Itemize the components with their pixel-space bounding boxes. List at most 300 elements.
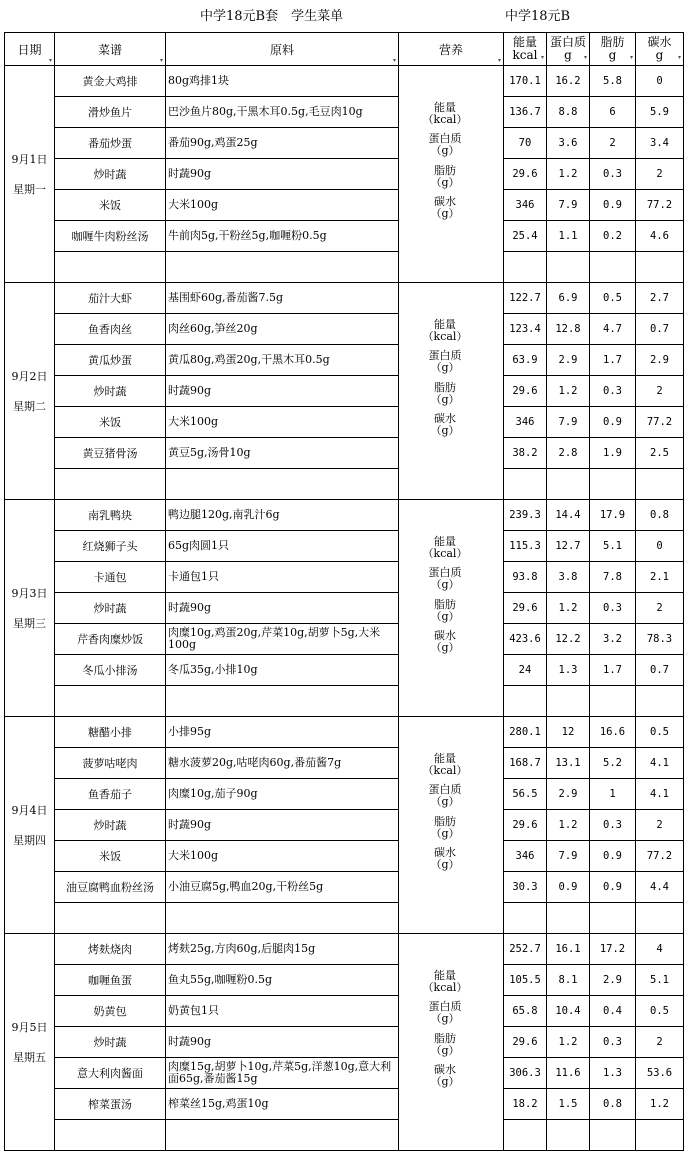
table-row [5,748,684,779]
dish-protein: 1.2 [547,810,590,841]
dish-ingredients: 番茄90g,鸡蛋25g [166,128,399,159]
header-carb[interactable]: 碳水 g ▾ [636,33,684,66]
nutrient-total-fat [495,171,504,183]
empty-cell [504,903,547,934]
dish-fat: 17.9 [590,500,636,531]
dish-protein: 2.8 [547,438,590,469]
table-row [5,376,684,407]
dish-protein: 8.8 [547,97,590,128]
dish-carb: 4.1 [636,748,684,779]
date-label: 9月3日 [11,587,48,600]
dish-carb: 0.8 [636,500,684,531]
dish-protein: 1.2 [547,593,590,624]
dish-energy: 346 [504,407,547,438]
nutrient-name: 蛋白质 [428,783,462,796]
dish-carb: 2 [636,159,684,190]
nutrient-unit: （g） [430,393,460,406]
dish-ingredients: 冬瓜35g,小排10g [166,655,399,686]
dish-ingredients: 65g肉圆1只 [166,531,399,562]
dish-ingredients: 大米100g [166,841,399,872]
blank-row [5,252,684,283]
nutrient-unit: （g） [430,144,460,157]
dish-energy: 18.2 [504,1089,547,1120]
dish-name: 咖喱牛肉粉丝汤 [55,221,166,252]
dish-ingredients: 黄豆5g,汤骨10g [166,438,399,469]
dish-protein: 12.7 [547,531,590,562]
dish-protein: 10.4 [547,996,590,1027]
dish-fat: 0.3 [590,376,636,407]
dish-name: 炒时蔬 [55,593,166,624]
menu-title-right: 中学18元B [505,9,571,24]
dish-name: 榨菜蛋汤 [55,1089,166,1120]
nutrient-total-carb [495,419,504,431]
dish-ingredients: 鱼丸55g,咖喱粉0.5g [166,965,399,996]
nutrient-unit: （g） [430,1044,460,1057]
dish-protein: 14.4 [547,500,590,531]
nutrient-unit: （g） [430,176,460,189]
table-row [5,531,684,562]
table-row [5,593,684,624]
empty-cell [504,1120,547,1151]
nutrient-total-energy [495,759,504,771]
empty-cell [55,903,166,934]
weekday-label: 星期四 [13,834,46,847]
dish-energy: 29.6 [504,159,547,190]
nutrient-label-carb [399,630,491,654]
empty-cell [636,252,684,283]
nutrient-total-carb [495,636,504,648]
empty-cell [590,903,636,934]
date-label: 9月5日 [11,1021,48,1034]
nutrient-total-protein [495,573,504,585]
dish-energy: 65.8 [504,996,547,1027]
nutrient-unit: （g） [430,610,460,623]
nutrient-total-energy [495,542,504,554]
dish-protein: 3.8 [547,562,590,593]
dish-energy: 24 [504,655,547,686]
dish-name: 茄汁大虾 [55,283,166,314]
blank-row [5,686,684,717]
nutrient-total-protein [495,139,504,151]
dish-ingredients: 大米100g [166,407,399,438]
dish-carb: 2.9 [636,345,684,376]
dish-fat: 5.8 [590,66,636,97]
nutrition-summary [399,283,504,500]
nutrient-total-protein [495,356,504,368]
empty-cell [590,686,636,717]
nutrient-unit: （g） [430,207,460,220]
table-row [5,438,684,469]
dish-energy: 123.4 [504,314,547,345]
dish-name: 炒时蔬 [55,1027,166,1058]
nutrient-label-protein [399,784,491,808]
dish-name: 滑炒鱼片 [55,97,166,128]
dish-carb: 53.6 [636,1058,684,1089]
table-row [5,779,684,810]
table-row [5,841,684,872]
dish-ingredients: 时蔬90g [166,376,399,407]
nutrient-name: 碳水 [434,846,456,859]
dish-protein: 16.1 [547,934,590,965]
table-row [5,159,684,190]
dish-energy: 29.6 [504,376,547,407]
dish-fat: 4.7 [590,314,636,345]
dish-ingredients: 奶黄包1只 [166,996,399,1027]
dish-energy: 93.8 [504,562,547,593]
dish-name: 黄豆猪骨汤 [55,438,166,469]
dish-name: 菠萝咕咾肉 [55,748,166,779]
nutrient-unit: （g） [430,1012,460,1025]
dish-ingredients: 黄瓜80g,鸡蛋20g,干黑木耳0.5g [166,345,399,376]
dish-energy: 346 [504,841,547,872]
nutrient-label-energy [399,536,491,560]
date-cell [5,717,55,934]
empty-cell [547,1120,590,1151]
header-nutrition[interactable]: 营养 ▾ [399,33,504,66]
nutrient-name: 蛋白质 [428,566,462,579]
dish-ingredients: 肉糜10g,鸡蛋20g,芹菜10g,胡萝卜5g,大米100g [166,624,399,655]
nutrition-summary [399,500,504,717]
menu-table [4,32,684,1151]
menu-title: 中学18元B套 学生菜单 [200,9,344,24]
dish-name: 芹香肉糜炒饭 [55,624,166,655]
dish-fat: 0.8 [590,1089,636,1120]
empty-cell [166,903,399,934]
dish-protein: 1.5 [547,1089,590,1120]
header-fat[interactable]: 脂肪 g ▾ [590,33,636,66]
dish-fat: 2.9 [590,965,636,996]
nutrient-total-carb [495,1070,504,1082]
nutrient-unit: （g） [430,827,460,840]
dish-carb: 77.2 [636,407,684,438]
nutrient-label-fat [399,382,491,406]
dish-fat: 5.1 [590,531,636,562]
dish-energy: 346 [504,190,547,221]
dish-fat: 0.2 [590,221,636,252]
dish-carb: 0 [636,531,684,562]
nutrient-total-fat [495,605,504,617]
table-row [5,996,684,1027]
dish-carb: 0.7 [636,314,684,345]
dish-fat: 0.9 [590,841,636,872]
nutrient-label-energy [399,319,491,343]
dish-name: 米饭 [55,841,166,872]
nutrient-label-fat [399,1033,491,1057]
dish-name: 米饭 [55,407,166,438]
dish-name: 糖醋小排 [55,717,166,748]
dish-name: 炒时蔬 [55,376,166,407]
date-label: 9月2日 [11,370,48,383]
nutrient-label-fat [399,816,491,840]
dish-carb: 4.1 [636,779,684,810]
nutrient-name: 脂肪 [434,815,456,828]
empty-cell [636,903,684,934]
dish-carb: 4.6 [636,221,684,252]
table-row [5,128,684,159]
nutrient-name: 脂肪 [434,164,456,177]
dish-carb: 0.5 [636,717,684,748]
table-row [5,407,684,438]
header-date[interactable]: 日期 ▾ [5,33,55,66]
nutrient-name: 能量 [434,752,456,765]
dish-ingredients: 小油豆腐5g,鸭血20g,干粉丝5g [166,872,399,903]
empty-cell [547,252,590,283]
weekday-label: 星期二 [13,400,46,413]
dish-fat: 0.3 [590,593,636,624]
nutrient-name: 碳水 [434,195,456,208]
nutrient-name: 碳水 [434,629,456,642]
dish-energy: 63.9 [504,345,547,376]
date-label: 9月1日 [11,153,48,166]
dish-fat: 1.3 [590,1058,636,1089]
dish-fat: 6 [590,97,636,128]
dish-energy: 252.7 [504,934,547,965]
dish-fat: 7.8 [590,562,636,593]
empty-cell [166,1120,399,1151]
table-row [5,1058,684,1089]
table-row [5,500,684,531]
nutrient-total-fat [495,1039,504,1051]
dish-protein: 16.2 [547,66,590,97]
empty-cell [547,686,590,717]
nutrient-label-protein [399,1001,491,1025]
dish-name: 红烧狮子头 [55,531,166,562]
dish-fat: 1.7 [590,345,636,376]
nutrient-name: 能量 [434,318,456,331]
dish-ingredients: 小排95g [166,717,399,748]
empty-cell [590,252,636,283]
dish-energy: 168.7 [504,748,547,779]
dish-energy: 136.7 [504,97,547,128]
dish-protein: 7.9 [547,841,590,872]
nutrient-unit: （g） [430,578,460,591]
dish-protein: 2.9 [547,779,590,810]
dish-name: 意大利肉酱面 [55,1058,166,1089]
dish-name: 黄金大鸡排 [55,66,166,97]
nutrient-label-protein [399,350,491,374]
table-row [5,1027,684,1058]
dish-fat: 1.9 [590,438,636,469]
dish-ingredients: 80g鸡排1块 [166,66,399,97]
dish-carb: 4 [636,934,684,965]
dish-protein: 0.9 [547,872,590,903]
dish-fat: 16.6 [590,717,636,748]
nutrient-unit: （g） [430,361,460,374]
table-row [5,190,684,221]
empty-cell [55,252,166,283]
nutrient-name: 能量 [434,535,456,548]
nutrient-label-carb [399,413,491,437]
dish-ingredients: 大米100g [166,190,399,221]
dish-name: 油豆腐鸭血粉丝汤 [55,872,166,903]
empty-cell [636,1120,684,1151]
dish-energy: 239.3 [504,500,547,531]
dish-name: 炒时蔬 [55,810,166,841]
dish-carb: 2 [636,810,684,841]
dish-fat: 3.2 [590,624,636,655]
date-cell [5,500,55,717]
nutrient-label-energy [399,753,491,777]
empty-cell [166,252,399,283]
weekday-label: 星期三 [13,617,46,630]
dish-carb: 4.4 [636,872,684,903]
dish-name: 卡通包 [55,562,166,593]
nutrient-name: 能量 [434,101,456,114]
dish-carb: 5.9 [636,97,684,128]
weekday-label: 星期五 [13,1051,46,1064]
dish-energy: 29.6 [504,593,547,624]
nutrient-name: 碳水 [434,412,456,425]
nutrient-total-fat [495,822,504,834]
nutrition-summary [399,66,504,283]
date-cell [5,283,55,500]
nutrient-label-fat [399,165,491,189]
dish-fat: 2 [590,128,636,159]
dish-fat: 0.3 [590,1027,636,1058]
header-ingredients[interactable]: 原料 ▾ [166,33,399,66]
dish-carb: 0.7 [636,655,684,686]
dish-ingredients: 肉糜15g,胡萝卜10g,芹菜5g,洋葱10g,意大利面65g,番茄酱15g [166,1058,399,1089]
nutrient-label-energy [399,102,491,126]
nutrient-total-energy [495,325,504,337]
table-row [5,934,684,965]
dish-protein: 12.8 [547,314,590,345]
dish-ingredients: 基围虾60g,番茄酱7.5g [166,283,399,314]
dish-carb: 5.1 [636,965,684,996]
dish-energy: 115.3 [504,531,547,562]
date-cell [5,934,55,1151]
dish-ingredients: 肉丝60g,笋丝20g [166,314,399,345]
empty-cell [504,686,547,717]
table-row [5,221,684,252]
table-row [5,624,684,655]
dish-protein: 1.1 [547,221,590,252]
dish-protein: 3.6 [547,128,590,159]
nutrient-total-protein [495,1007,504,1019]
dish-name: 鱼香茄子 [55,779,166,810]
weekday-label: 星期一 [13,183,46,196]
nutrient-name: 能量 [434,969,456,982]
dish-protein: 8.1 [547,965,590,996]
dish-energy: 105.5 [504,965,547,996]
table-row [5,562,684,593]
dish-ingredients: 时蔬90g [166,1027,399,1058]
dish-energy: 25.4 [504,221,547,252]
table-row [5,810,684,841]
dish-name: 番茄炒蛋 [55,128,166,159]
header-energy[interactable]: 能量 kcal ▾ [504,33,547,66]
dish-carb: 77.2 [636,841,684,872]
dish-name: 炒时蔬 [55,159,166,190]
nutrient-label-carb [399,847,491,871]
nutrient-total-protein [495,790,504,802]
nutrient-label-energy [399,970,491,994]
dish-fat: 17.2 [590,934,636,965]
dish-ingredients: 肉糜10g,茄子90g [166,779,399,810]
nutrient-name: 蛋白质 [428,1000,462,1013]
dish-fat: 0.3 [590,159,636,190]
dish-name: 咖喱鱼蛋 [55,965,166,996]
nutrient-name: 脂肪 [434,1032,456,1045]
dish-energy: 306.3 [504,1058,547,1089]
nutrient-label-carb [399,1064,491,1088]
dish-ingredients: 牛前肉5g,干粉丝5g,咖喱粉0.5g [166,221,399,252]
dish-name: 烤麸烧肉 [55,934,166,965]
date-cell [5,66,55,283]
dish-fat: 0.5 [590,283,636,314]
nutrient-label-fat [399,599,491,623]
dish-ingredients: 时蔬90g [166,159,399,190]
dish-name: 米饭 [55,190,166,221]
blank-row [5,1120,684,1151]
dish-energy: 56.5 [504,779,547,810]
header-dish[interactable]: 菜谱 ▾ [55,33,166,66]
dish-fat: 0.9 [590,190,636,221]
dish-ingredients: 烤麸25g,方肉60g,后腿肉15g [166,934,399,965]
nutrient-unit: （kcal） [422,113,468,126]
dish-energy: 423.6 [504,624,547,655]
nutrient-unit: （kcal） [422,547,468,560]
nutrient-unit: （kcal） [422,330,468,343]
dish-protein: 12 [547,717,590,748]
nutrient-total-fat [495,388,504,400]
nutrient-name: 蛋白质 [428,132,462,145]
dish-protein: 1.2 [547,376,590,407]
dish-ingredients: 时蔬90g [166,810,399,841]
dish-name: 冬瓜小排汤 [55,655,166,686]
dish-protein: 6.9 [547,283,590,314]
dish-protein: 7.9 [547,190,590,221]
dish-carb: 1.2 [636,1089,684,1120]
dish-carb: 2 [636,1027,684,1058]
nutrient-total-carb [495,853,504,865]
nutrient-name: 蛋白质 [428,349,462,362]
empty-cell [590,469,636,500]
dish-energy: 38.2 [504,438,547,469]
table-row [5,97,684,128]
nutrient-total-energy [495,108,504,120]
empty-cell [547,903,590,934]
empty-cell [55,686,166,717]
dish-protein: 1.2 [547,1027,590,1058]
table-row [5,314,684,345]
header-protein[interactable]: 蛋白质 g ▾ [547,33,590,66]
table-row [5,1089,684,1120]
dish-fat: 1 [590,779,636,810]
dish-protein: 2.9 [547,345,590,376]
empty-cell [55,469,166,500]
dish-name: 南乳鸭块 [55,500,166,531]
dish-name: 黄瓜炒蛋 [55,345,166,376]
nutrition-summary [399,717,504,934]
dish-carb: 0.5 [636,996,684,1027]
dish-carb: 2.7 [636,283,684,314]
dish-carb: 2.1 [636,562,684,593]
nutrient-unit: （g） [430,858,460,871]
dish-fat: 0.3 [590,810,636,841]
dish-fat: 1.7 [590,655,636,686]
empty-cell [55,1120,166,1151]
blank-row [5,903,684,934]
dish-protein: 12.2 [547,624,590,655]
dish-carb: 0 [636,66,684,97]
nutrient-unit: （g） [430,1075,460,1088]
nutrient-name: 碳水 [434,1063,456,1076]
dish-protein: 1.2 [547,159,590,190]
table-row [5,872,684,903]
dish-carb: 77.2 [636,190,684,221]
date-label: 9月4日 [11,804,48,817]
